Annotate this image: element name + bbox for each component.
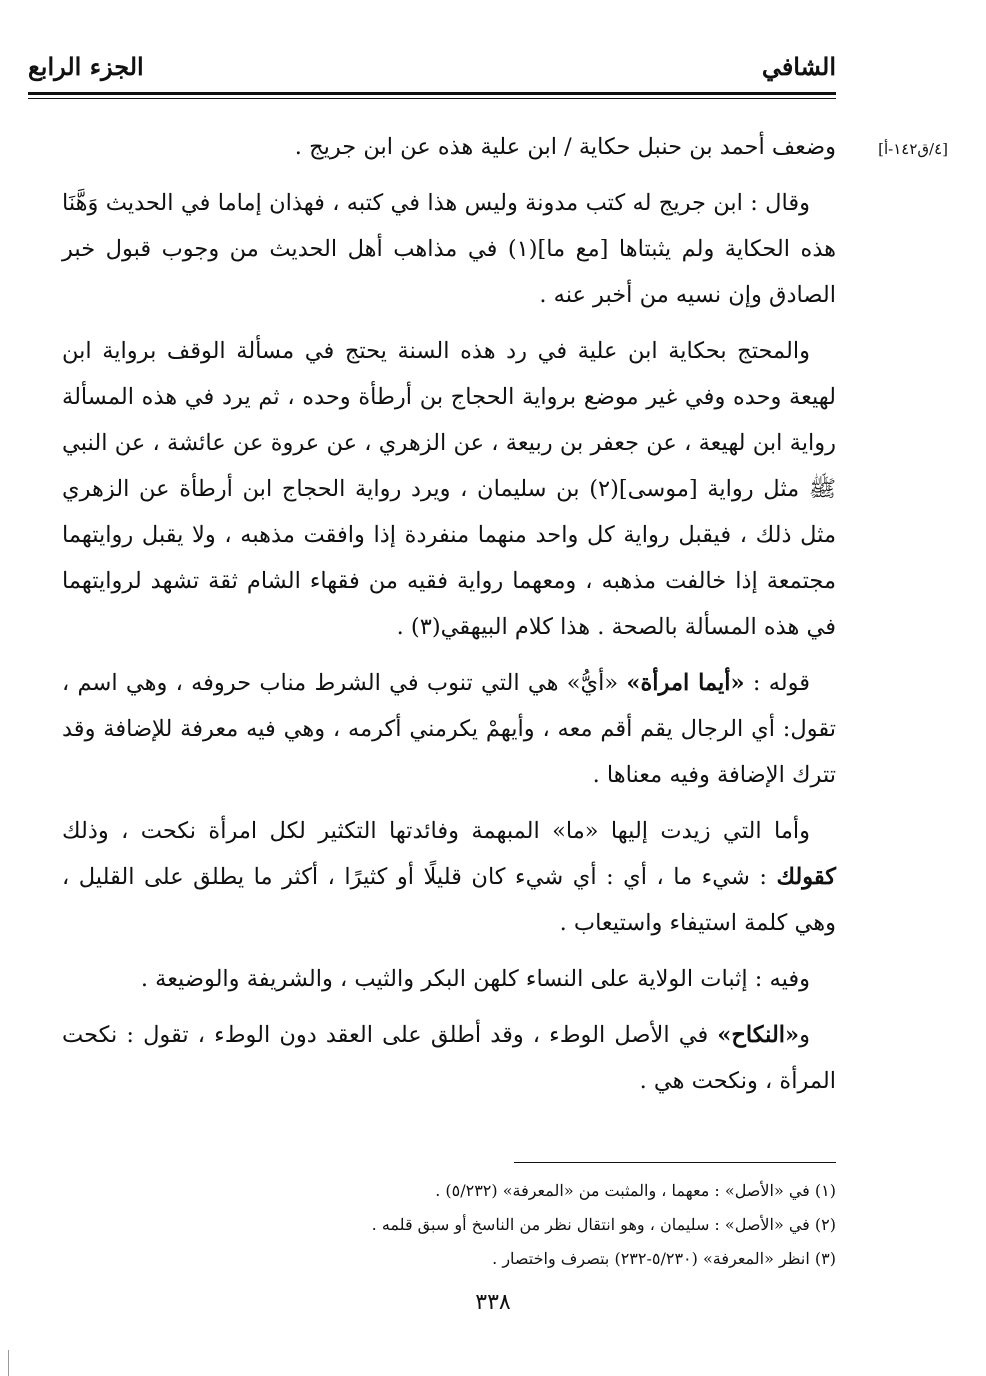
main-text [62, 124, 836, 1114]
volume-label: الجزء الرابع [28, 52, 144, 81]
page-number: ٣٣٨ [475, 1290, 511, 1315]
footnotes [62, 1174, 836, 1276]
paragraph-lead: قوله : [744, 670, 811, 696]
paragraph-lead: وأما التي زيدت إليها «ما» المبهمة وفائدتها التكثير لكل امرأة نكحت ، وذلك [62, 818, 810, 844]
running-header [28, 52, 836, 96]
keyword: «النكاح» [717, 1022, 800, 1048]
paragraph-rest: «أيُّ» هي التي تنوب في الشرط مناب حروفه ، وهي اسم ، تقول: أي الرجال يقم أقم معه ، وأيهمْ يكرمني أكرمه ، وهي فيه معرفة للإضافة وقد تترك الإضافة وفيه معناها . [62, 670, 836, 788]
keyword: كقولك [776, 864, 836, 890]
paragraph: وضعف أحمد بن حنبل حكاية / ابن علية هذه عن ابن جريج . [294, 134, 836, 160]
scan-edge-mark [8, 1350, 9, 1376]
paragraph: والمحتج بحكاية ابن علية في رد هذه السنة يحتج في مسألة الوقف برواية ابن لهيعة وحده وفي غير موضع برواية الحجاج بن أرطأة وحده ، ثم يرد في هذه المسألة رواية ابن لهيعة ، عن جعفر بن ربيعة ، عن الزهري ، عن عروة عن عائشة ، عن النبي ﷺ مثل رواية [موسى](٢) بن سليمان ، ويرد رواية الحجاج ابن أرطأة عن الزهري مثل ذلك ، فيقبل رواية كل واحد منهما منفردة إذا وافقت مذهبه ، ولا يقبل روايتهما مجتمعة إذا خالفت مذهبه ، ومعهما رواية فقيه من فقهاء الشام ثقة تشهد لروايتهما في هذه المسألة بالصحة . هذا كلام البيهقي(٣) . [62, 338, 836, 640]
header-rule [28, 92, 836, 95]
paragraph-rest: في الأصل الوطء ، وقد أطلق على العقد دون الوطء ، تقول : نكحت المرأة ، ونكحت هي . [62, 1022, 836, 1094]
paragraph-ma [62, 808, 836, 946]
footnote: (٢) في «الأصل» : سليمان ، وهو انتقال نظر من الناسخ أو سبق قلمه . [371, 1215, 836, 1234]
paragraph-nikah [62, 1012, 836, 1104]
keyword: «أيما امرأة» [626, 670, 745, 696]
manuscript-folio-note: [٤/ق١٤٢-أ] [878, 140, 948, 158]
footnote: (٣) انظر «المعرفة» (٥/٢٣٠-٢٣٢) بتصرف واختصار . [492, 1249, 836, 1268]
book-title: الشافي [761, 52, 836, 81]
paragraph-rest: : شيء ما ، أي : أي شيء كان قليلًا أو كثيرًا ، أكثر ما يطلق على القليل ، وهي كلمة استيفاء واستيعاب . [62, 864, 836, 936]
paragraph-ayyuma [62, 660, 836, 798]
paragraph-lead: و [799, 1022, 810, 1048]
paragraph: وفيه : إثبات الولاية على النساء كلهن البكر والثيب ، والشريفة والوضيعة . [140, 966, 810, 992]
paragraph: وقال : ابن جريج له كتب مدونة وليس هذا في كتبه ، فهذان إماما في الحديث وَهَّنَا هذه الحكاية ولم يثبتاها [مع ما](١) في مذاهب أهل الحديث من وجوب قبول خبر الصادق وإن نسيه من أخبر عنه . [62, 190, 836, 308]
footnote-separator [514, 1162, 836, 1163]
footnote: (١) في «الأصل» : معهما ، والمثبت من «المعرفة» (٥/٢٣٢) . [435, 1181, 836, 1200]
header-rule-thin [28, 98, 836, 99]
